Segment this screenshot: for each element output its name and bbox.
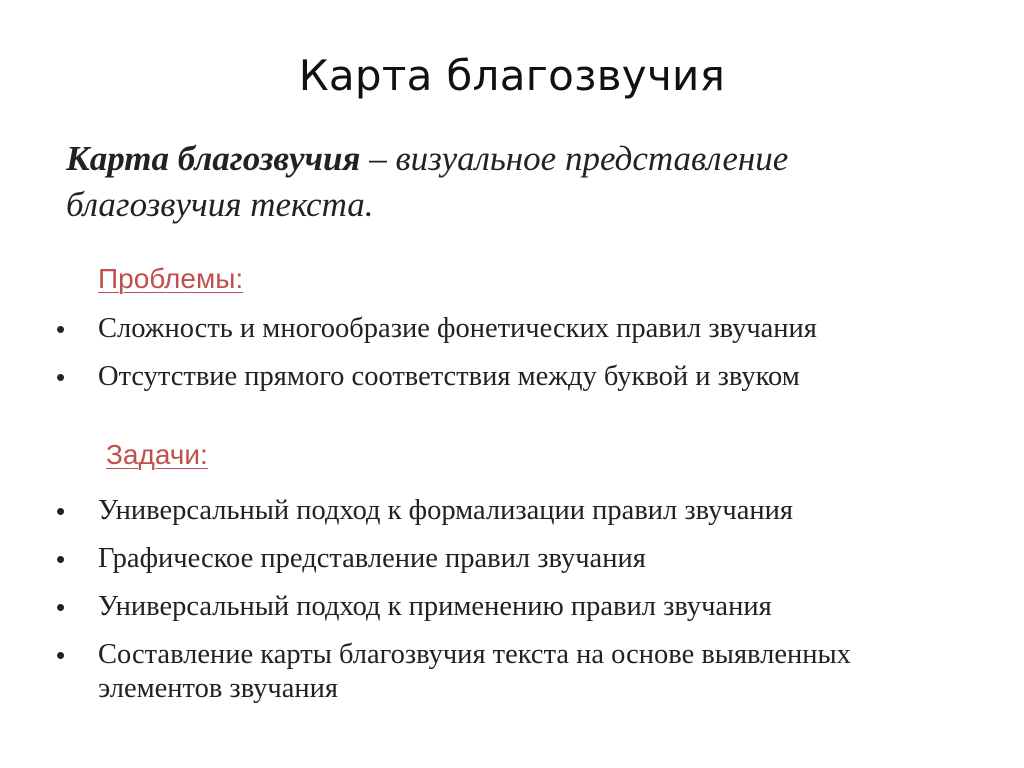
list-item [56,360,976,394]
list-item-text: Графическое представление правил звучания [98,543,646,574]
definition-term: Карта благозвучия [66,139,361,178]
slide-title: Карта благозвучия [298,51,726,100]
list-item [56,638,976,706]
tasks-list [56,494,976,720]
list-item [56,312,976,346]
list-item [56,542,976,576]
bullet-icon: • [56,592,66,622]
bullet-icon: • [56,544,66,574]
problems-heading: Проблемы: [98,263,244,294]
list-item-text: Составление карты благозвучия текста на основе выявленных элементов звучания [98,639,851,704]
list-item-text: Универсальный подход к формализации правил звучания [98,495,793,526]
list-item [56,494,976,528]
list-item-text: Универсальный подход к применению правил звучания [98,591,772,622]
bullet-icon: • [56,314,66,344]
tasks-heading: Задачи: [106,439,208,470]
bullet-icon: • [56,362,66,392]
definition-body: – визуальное представление благозвучия текста. [66,139,789,224]
list-item-text: Отсутствие прямого соответствия между буквой и звуком [98,361,800,392]
bullet-icon: • [56,640,66,670]
list-item [56,590,976,624]
definition-text [66,136,966,228]
list-item-text: Сложность и многообразие фонетических правил звучания [98,313,817,344]
problems-list [56,312,976,408]
bullet-icon: • [56,496,66,526]
